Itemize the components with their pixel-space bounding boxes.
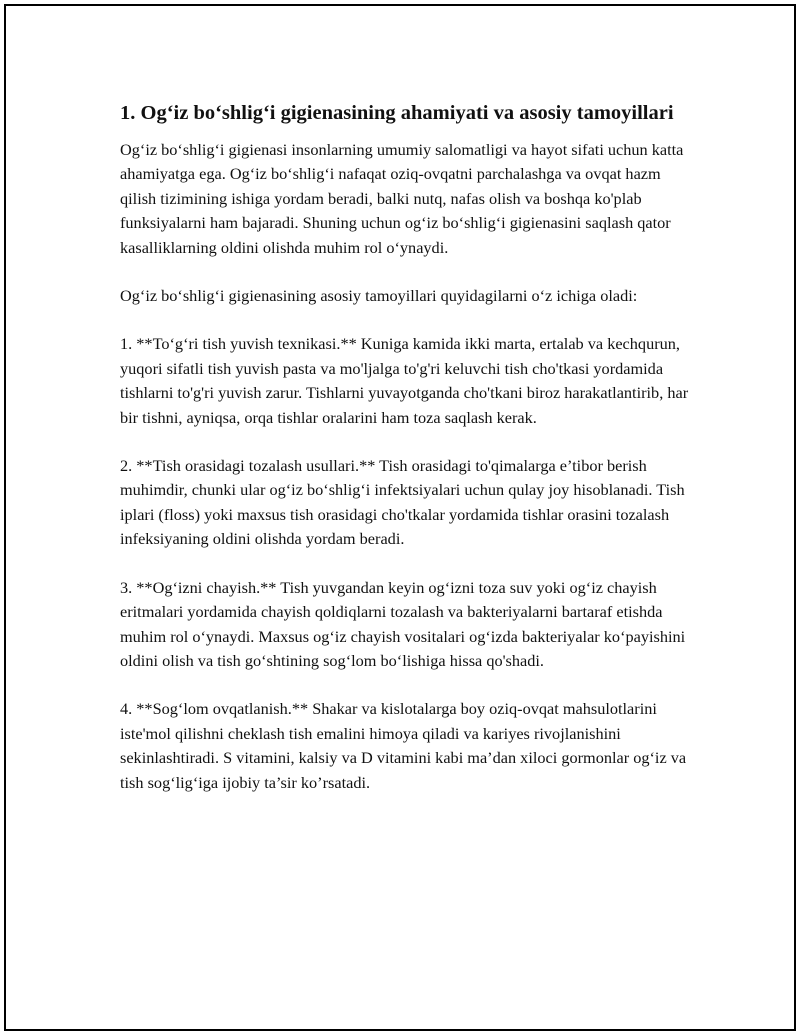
- page-frame: [4, 4, 796, 1031]
- paragraph-principle-1: 1. **To‘g‘ri tish yuvish texnikasi.** Kuniga kamida ikki marta, ertalab va kechqurun, yuqori sifatli tish yuvish pasta va mo'ljalga to'g'ri keluvchi tish cho'tkasi yordamida tishlarni to'g'ri yuvish zarur. Tishlarni yuvayotganda cho'tkani biroz harakatlantirib, har bir tishni, ayniqsa, orqa tishlar oralarini ham toza saqlash kerak.: [120, 334, 689, 427]
- paragraph-principle-4: 4. **Sog‘lom ovqatlanish.** Shakar va kislotalarga boy oziq-ovqat mahsulotlarini iste'mol qilishni cheklash tish emalini himoya qiladi va kariyes rivojlanishini sekinlashtiradi. S vitamini, kalsiy va D vitamini kabi ma’dan xiloci gormonlar og‘iz va tish sog‘lig‘iga ijobiy ta’sir ko’rsatadi.: [120, 699, 687, 792]
- paragraph-principles-intro: Og‘iz bo‘shlig‘i gigienasining asosiy tamoyillari quyidagilarni o‘z ichiga oladi:: [120, 286, 638, 306]
- document-title: 1. Og‘iz bo‘shlig‘i gigienasining ahamiyati va asosiy tamoyillari: [120, 102, 674, 124]
- paragraph-principle-3: 3. **Og‘izni chayish.** Tish yuvgandan keyin og‘izni toza suv yoki og‘iz chayish eritmalari yordamida chayish qoldiqlarni tozalash va bakteriyalarni bartaraf etishda muhim rol o‘ynaydi. Maxsus og‘iz chayish vositalari og‘izda bakteriyalar ko‘payishini oldini olish va tish go‘shtining sog‘lom bo‘lishiga hissa qo'shadi.: [120, 577, 686, 670]
- paragraph-intro: Og‘iz bo‘shlig‘i gigienasi insonlarning umumiy salomatligi va hayot sifati uchun katta ahamiyatga ega. Og‘iz bo‘shlig‘i nafaqat oziq-ovqatni parchalashga va ovqat hazm qilish tizimining ishiga yordam beradi, balki nutq, nafas olish va boshqa ko'plab funksiyalarni ham bajaradi. Shuning uchun og‘iz bo‘shlig‘i gigienasini saqlash qator kasalliklarning oldini olishda muhim rol o‘ynaydi.: [120, 140, 684, 257]
- document-body: [120, 98, 690, 819]
- paragraph-principle-2: 2. **Tish orasidagi tozalash usullari.** Tish orasidagi to'qimalarga e’tibor berish muhimdir, chunki ular og‘iz bo‘shlig‘i infektsiyalari uchun qulay joy hisoblanadi. Tish iplari (floss) yoki maxsus tish orasidagi cho'tkalar yordamida tishlar orasini tozalash infeksiyaning oldini olishda yordam beradi.: [120, 456, 685, 549]
